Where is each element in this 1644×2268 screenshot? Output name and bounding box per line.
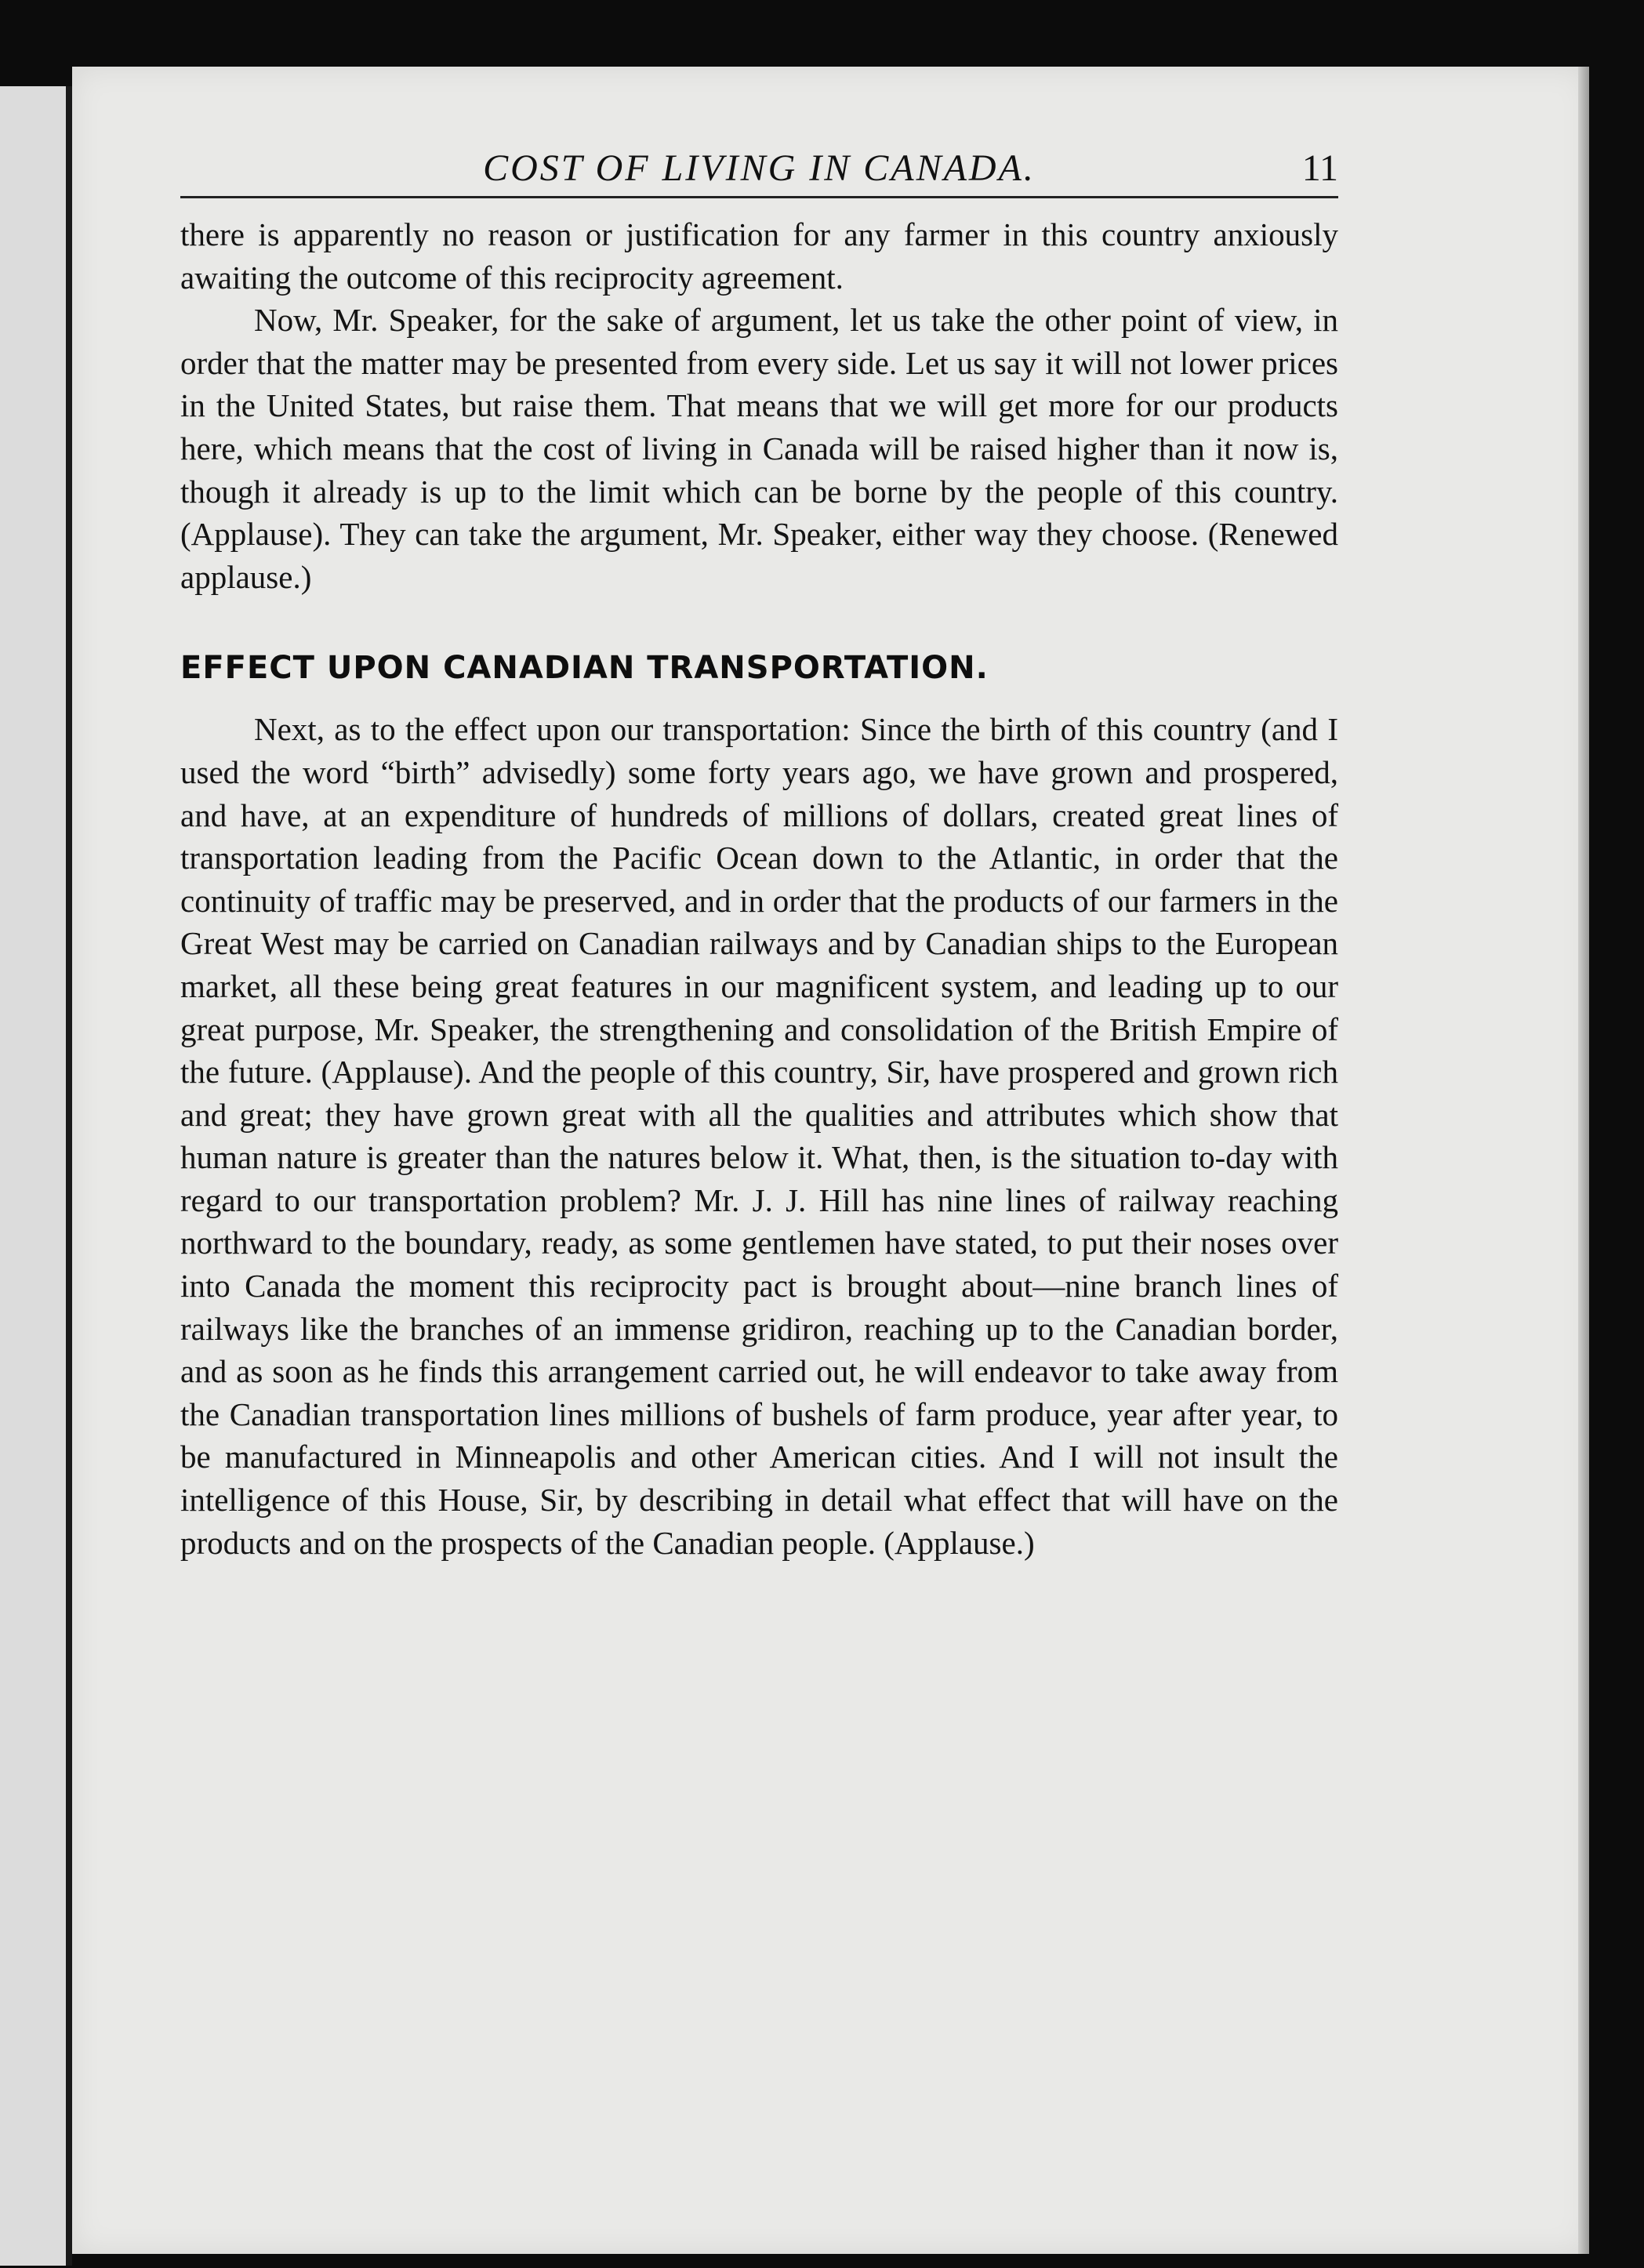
- paragraph-transportation: Next, as to the effect upon our transportation: Since the birth of this country (and I used the word “birth” advisedly) some forty years ago, we have grown and prospered, and have, at an expenditure of hundreds of millions of dollars, created great lines of transportation leading from the Pacific Ocean down to the Atlantic, in order that the continuity of traffic may be preserved, and in order that the products of our farmers in the Great West may be carried on Canadian railways and by Canadian ships to the European market, all these being great features in our magnificent system, and leading up to our great purpose, Mr. Speaker, the strengthening and consolidation of the British Empire of the future. (Applause). And the people of this country, Sir, have prospered and grown rich and great; they have grown great with all the qualities and attributes which show that human nature is greater than the natures below it. What, then, is the situation to-day with regard to our transportation problem? Mr. J. J. Hill has nine lines of railway reaching northward to the boundary, ready, as some gentlemen have stated, to put their noses over into Canada the moment this reciprocity pact is brought about—nine branch lines of railways like the branches of an immense gridiron, reaching up to the Canadian border, and as soon as he finds this arrangement carried out, he will endeavor to take away from the Canadian transportation lines millions of bushels of farm produce, year after year, to be manufactured in Minneapolis and other American cities. And I will not insult the intelligence of this House, Sir, by describing in detail what effect that will have on the products and on the prospects of the Canadian people. (Applause.): [180, 711, 1338, 1561]
- paragraph-argument: Now, Mr. Speaker, for the sake of argument, let us take the other point of view, in order that the matter may be presented from every side. Let us say it will not lower prices in the United States, but raise them. That means that we will get more for our products here, which means that the cost of living in Canada will be raised higher than it now is, though it already is up to the limit which can be borne by the people of this country. (Applause). They can take the argument, Mr. Speaker, either way they choose. (Renewed applause.): [180, 302, 1338, 595]
- running-header: [180, 141, 1338, 196]
- header-rule: [180, 196, 1338, 198]
- page-number: 11: [1301, 147, 1338, 189]
- page-right-edge: [1578, 67, 1589, 2254]
- paragraph-continued: there is apparently no reason or justification for any farmer in this country anxiously awaiting the outcome of this reciprocity agreement.: [180, 216, 1338, 296]
- adjacent-page-edge: [0, 86, 69, 2266]
- page-body: [180, 213, 1338, 1564]
- running-title: COST OF LIVING IN CANADA.: [483, 147, 1036, 189]
- binding-gutter: [66, 86, 72, 2266]
- section-heading: EFFECT UPON CANADIAN TRANSPORTATION.: [180, 650, 989, 687]
